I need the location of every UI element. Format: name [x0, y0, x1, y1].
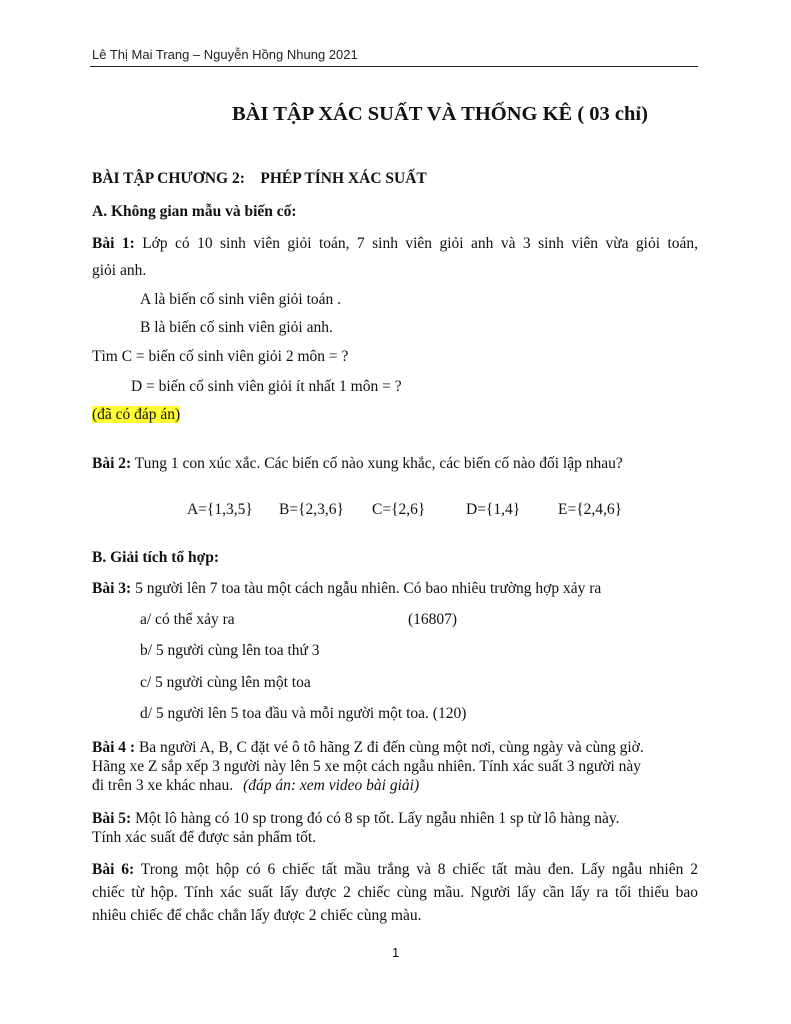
bai2-set-a: A={1,3,5}	[187, 501, 253, 518]
bai6-line1	[92, 861, 698, 879]
bai4-text-line1: Ba người A, B, C đặt vé ô tô hãng Z đi đến cùng một nơi, cùng ngày và cùng giờ.	[138, 739, 644, 756]
bai1-highlighted-note: (đã có đáp án)	[92, 406, 181, 423]
bai4-line2: Hãng xe Z sắp xếp 3 người này lên 5 xe một cách ngẫu nhiên. Tính xác suất 3 người này	[92, 758, 642, 775]
bai6-label: Bài 6:	[92, 861, 135, 878]
header-author-line: Lê Thị Mai Trang – Nguyễn Hồng Nhung 2021	[92, 47, 358, 62]
bai4-note: (đáp án: xem video bài giải)	[243, 777, 420, 794]
bai5-label: Bài 5:	[92, 810, 132, 827]
bai1-line2: giỏi anh.	[92, 262, 147, 279]
bai5-line1	[92, 810, 619, 828]
page-number: 1	[392, 945, 400, 960]
header-divider	[90, 66, 698, 67]
bai2-line	[92, 455, 623, 473]
bai6-line3: nhiêu chiếc để chắc chắn lấy được 2 chiếc cùng màu.	[92, 907, 422, 924]
bai4-line1	[92, 739, 644, 757]
bai1-text-line1: Lớp có 10 sinh viên giỏi toán, 7 sinh viên giỏi anh và 3 sinh viên vừa giỏi toán,	[142, 235, 699, 252]
bai4-label: Bài 4 :	[92, 739, 136, 756]
bai1-label: Bài 1:	[92, 235, 135, 252]
bai1-line1	[92, 235, 698, 253]
chapter-heading	[92, 170, 427, 188]
section-b-heading: B. Giải tích tổ hợp:	[92, 549, 219, 566]
bai5-line2: Tính xác suất để được sản phẩm tốt.	[92, 829, 317, 846]
bai3-item-c: c/ 5 người cùng lên một toa	[140, 674, 311, 691]
bai2-set-e: E={2,4,6}	[558, 501, 623, 518]
bai2-set-c: C={2,6}	[372, 501, 426, 518]
bai3-line	[92, 580, 601, 598]
bai3-item-d: d/ 5 người lên 5 toa đầu và mỗi người một toa. (120)	[140, 705, 467, 722]
bai1-item-d: D = biến cố sinh viên giỏi ít nhất 1 môn = ?	[131, 378, 402, 395]
section-a-heading: A. Không gian mẫu và biến cố:	[92, 203, 297, 220]
bai4-line3	[92, 777, 419, 795]
bai4-text-line3: đi trên 3 xe khác nhau.	[92, 777, 234, 794]
bai1-note	[92, 406, 180, 424]
bai2-text: Tung 1 con xúc xắc. Các biến cố nào xung khắc, các biến cố nào đối lập nhau?	[134, 455, 623, 472]
bai1-item-b: B là biến cố sinh viên giỏi anh.	[140, 319, 333, 336]
bai3-item-a: a/ có thể xảy ra	[140, 611, 235, 628]
bai3-label: Bài 3:	[92, 580, 132, 597]
bai1-item-c: Tìm C = biến cố sinh viên giỏi 2 môn = ?	[92, 348, 349, 365]
chapter-label: BÀI TẬP CHƯƠNG 2:	[92, 170, 245, 187]
bai1-item-a: A là biến cố sinh viên giỏi toán .	[140, 291, 342, 308]
bai6-line2: chiếc từ hộp. Tính xác suất lấy được 2 chiếc cùng mầu. Người lấy cần lấy ra tối thiểu bao	[92, 884, 698, 901]
bai2-set-b: B={2,3,6}	[279, 501, 344, 518]
chapter-name: PHÉP TÍNH XÁC SUẤT	[260, 170, 427, 187]
bai3-item-b: b/ 5 người cùng lên toa thứ 3	[140, 642, 320, 659]
bai3-item-a-answer: (16807)	[408, 611, 458, 628]
page-title: BÀI TẬP XÁC SUẤT VÀ THỐNG KÊ ( 03 chỉ)	[232, 103, 648, 125]
bai3-text: 5 người lên 7 toa tàu một cách ngẫu nhiên. Có bao nhiêu trường hợp xảy ra	[135, 580, 602, 597]
bai6-text-line1: Trong một hộp có 6 chiếc tất mầu trắng và 8 chiếc tất màu đen. Lấy ngẫu nhiên 2	[140, 861, 698, 878]
bai2-set-d: D={1,4}	[466, 501, 521, 518]
bai5-text-line1: Một lô hàng có 10 sp trong đó có 8 sp tốt. Lấy ngẫu nhiên 1 sp từ lô hàng này.	[135, 810, 620, 827]
bai2-label: Bài 2:	[92, 455, 132, 472]
